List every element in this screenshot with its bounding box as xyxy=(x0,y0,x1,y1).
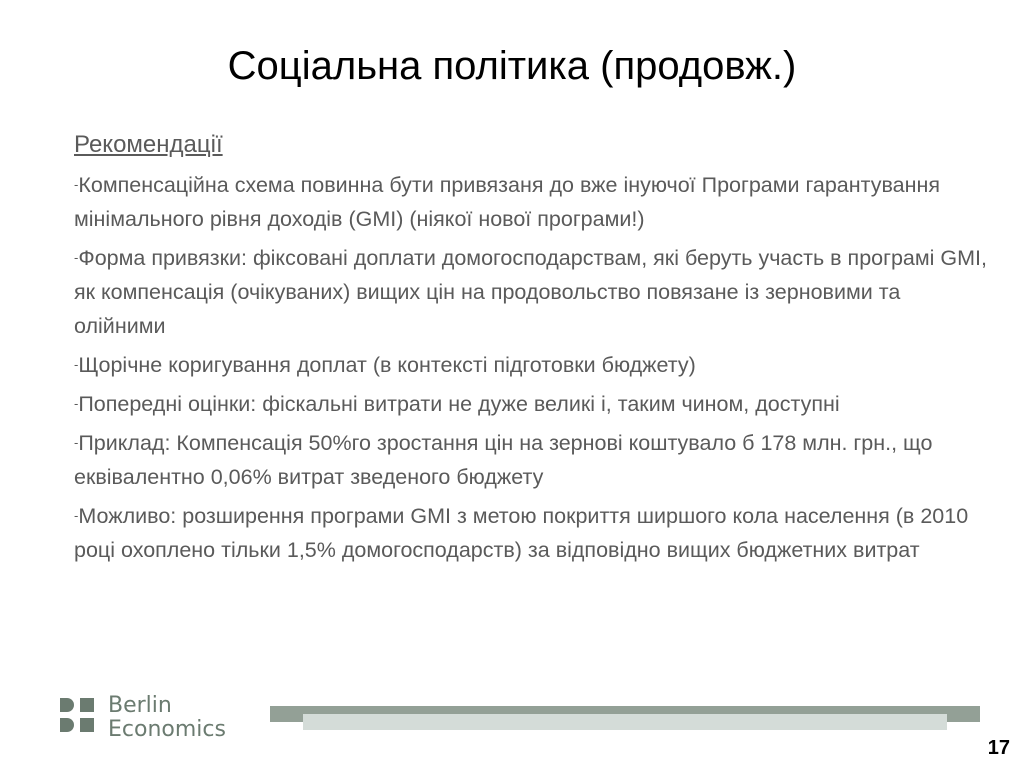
bullet-dash: - xyxy=(74,357,79,372)
page-number: 17 xyxy=(987,737,1010,759)
logo-mark-icon xyxy=(60,698,102,738)
bullet-text: Компенсаційна схема повинна бути привязаня до вже інуючої Програми гарантування мінімального рівня доходів (GMI) (ніякої нової програми!) xyxy=(74,173,940,231)
logo-line-1: Berlin xyxy=(108,693,172,718)
list-item xyxy=(74,241,994,343)
list-item xyxy=(74,387,994,421)
bullet-dash: - xyxy=(74,250,79,265)
list-item xyxy=(74,168,994,236)
berlin-economics-logo xyxy=(60,694,260,742)
logo-text xyxy=(108,694,226,742)
bullet-dash: - xyxy=(74,177,79,192)
section-subtitle: Рекомендації xyxy=(74,131,223,158)
bullet-dash: - xyxy=(74,435,79,450)
bullet-text: Щорічне коригування доплат (в контексті підготовки бюджету) xyxy=(78,353,696,377)
bullet-dash: - xyxy=(74,396,79,411)
logo-line-2: Economics xyxy=(108,717,226,742)
bullet-text: Можливо: розширення програми GMI з метою покриття ширшого кола населення (в 2010 році охоплено тільки 1,5% домогосподарств) за відповідно вищих бюджетних витрат xyxy=(74,504,969,562)
bullet-text: Приклад: Компенсація 50%го зростання цін на зернові коштувало б 178 млн. грн., що еквівалентно 0,06% витрат зведеного бюджету xyxy=(74,431,933,489)
recommendations-list xyxy=(74,168,994,567)
slide-content xyxy=(74,128,994,572)
list-item xyxy=(74,426,994,494)
slide-title: Соціальна політика (продовж.) xyxy=(227,44,797,88)
list-item xyxy=(74,348,994,382)
bullet-text: Попередні оцінки: фіскальні витрати не дуже великі і, таким чином, доступні xyxy=(78,392,840,416)
bullet-dash: - xyxy=(74,508,79,523)
bullet-text: Форма привязки: фіксовані доплати домогосподарствам, які беруть участь в програмі GMI, як компенсація (очікуваних) вищих цін на продовольство повязане із зерновими та олійними xyxy=(74,246,987,338)
list-item xyxy=(74,499,994,567)
footer-band-light xyxy=(303,714,947,730)
